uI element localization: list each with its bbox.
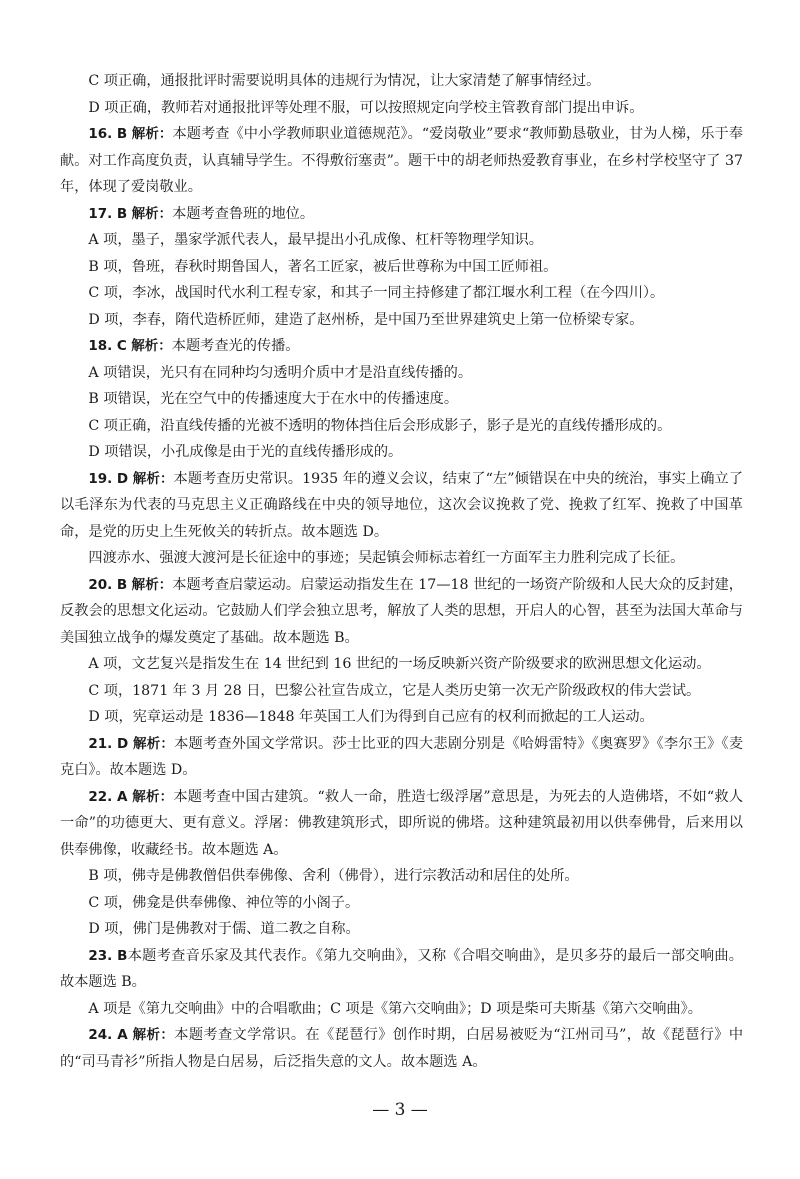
answer-letter: B [116, 126, 128, 142]
option-explanation: D 项，宪章运动是 1836—1848 年英国工人们为得到自己应有的权利而掀起的工人运动。 [88, 709, 654, 725]
option-explanation: A 项是《第九交响曲》中的合唱歌曲；C 项是《第六交响曲》；D 项是柴可夫斯基《第六交响曲》。 [88, 1000, 702, 1017]
question-20 [60, 572, 743, 652]
option-explanation: A 项错误，光只有在同种均匀透明介质中才是沿直线传播的。 [88, 364, 473, 381]
option-explanation: B 项，鲁班，春秋时期鲁国人，著名工匠家，被后世尊称为中国工匠师祖。 [88, 258, 558, 275]
option-explanation: D 项，佛门是佛教对于儒、道二教之自称。 [88, 921, 360, 937]
answer-letter: B [117, 947, 128, 964]
answer-letter: D [117, 735, 129, 752]
option-explanation: C 项，佛龛是供奉佛像、神位等的小阁子。 [88, 894, 360, 911]
question-24 [60, 1022, 743, 1075]
question-number: 21. [88, 735, 113, 752]
option-explanation: C 项正确，沿直线传播的光被不透明的物体挡住后会形成影子，影子是光的直线传播形成的。 [88, 417, 672, 434]
paragraph: D 项正确，教师若对通报批评等处理不服，可以按照规定向学校主管教育部门提出申诉。 [88, 99, 644, 116]
question-21 [60, 731, 743, 784]
analysis-label: 解析： [132, 1027, 175, 1043]
answer-letter: D [116, 470, 129, 487]
option-explanation: A 项，文艺复兴是指发生在 14 世纪到 16 世纪的一场反映新兴资产阶级要求的欧洲思想文化运动。 [88, 656, 711, 672]
question-text: 本题考查光的传播。 [171, 338, 300, 354]
option-explanation: B 项错误，光在空气中的传播速度大于在水中的传播速度。 [88, 391, 459, 407]
question-text: 本题考查启蒙运动。启蒙运动指发生在 17—18 世纪的一场资产阶级和人民大众的反封建，反教会的思想文化运动。它鼓励人们学会独立思考，解放了人类的思想，开启人的心智，甚至为法国大革命与美国独立战争的爆发奠定了基础。故本题选 B。 [60, 576, 743, 646]
question-19 [60, 466, 743, 546]
document-body [60, 68, 743, 1075]
question-18 [60, 333, 743, 360]
answer-letter: A [117, 788, 128, 805]
question-text: 本题考查中国古建筑。“救人一命，胜造七级浮屠”意思是，为死去的人造佛塔，不如“救人一命”的功德更大、更有意义。浮屠：佛教建筑形式，即所说的佛塔。这种建筑最初用以供奉佛骨，后来用以供奉佛像，收藏经书。故本题选 A。 [60, 788, 744, 858]
question-number: 19. [88, 470, 113, 487]
page-number: — 3 — [372, 1100, 428, 1120]
analysis-label: 解析： [132, 470, 174, 487]
question-text: 本题考查历史常识。1935 年的遵义会议，结束了“左”倾错误在中央的统治，事实上确立了以毛泽东为代表的马克思主义正确路线在中央的领导地位，这次会议挽救了党、挽救了红军、挽救了中国革命，是党的历史上生死攸关的转折点。故本题选 D。 [60, 470, 744, 540]
answer-letter: B [116, 576, 128, 593]
answer-letter: B [116, 205, 128, 222]
answer-letter: A [117, 1027, 128, 1043]
option-explanation: B 项，佛寺是佛教僧侣供奉佛像、舍利（佛骨），进行宗教活动和居住的处所。 [88, 868, 579, 884]
analysis-label: 解析： [133, 735, 175, 752]
question-number: 22. [88, 788, 113, 805]
question-text: 本题考查外国文学常识。莎士比亚的四大悲剧分别是《哈姆雷特》《奥赛罗》《李尔王》《麦克白》。故本题选 D。 [60, 735, 744, 778]
option-explanation: A 项，墨子，墨家学派代表人，最早提出小孔成像、杠杆等物理学知识。 [88, 232, 543, 248]
option-explanation: D 项，李春，隋代造桥匠师，建造了赵州桥，是中国乃至世界建筑史上第一位桥梁专家。 [88, 311, 644, 328]
option-explanation: 四渡赤水、强渡大渡河是长征途中的事迹；吴起镇会师标志着红一方面军主力胜利完成了长征。 [88, 550, 685, 566]
question-number: 23. [88, 947, 113, 964]
question-text: 本题考查《中小学教师职业道德规范》。“爱岗敬业”要求“教师勤恳敬业，甘为人梯，乐于奉献。对工作高度负责，认真辅导学生。不得敷衍塞责”。题干中的胡老师热爱教育事业，在乡村学校坚守了 37 年，体现了爱岗敬业。 [60, 126, 743, 195]
question-number: 18. [88, 338, 113, 354]
question-22 [60, 784, 743, 864]
option-explanation: C 项，1871 年 3 月 28 日，巴黎公社宣告成立，它是人类历史第一次无产阶级政权的伟大尝试。 [88, 682, 701, 699]
question-16 [60, 121, 743, 201]
question-text: 本题考查音乐家及其代表作。《第九交响曲》，又称《合唱交响曲》，是贝多芬的最后一部交响曲。故本题选 B。 [60, 947, 743, 990]
analysis-label: 解析： [131, 338, 172, 354]
analysis-label: 解析： [131, 205, 173, 222]
question-17 [60, 201, 743, 228]
analysis-label: 解析： [132, 788, 174, 805]
question-number: 24. [88, 1027, 113, 1043]
question-text: 本题考查鲁班的地位。 [172, 205, 315, 222]
option-explanation: D 项错误，小孔成像是由于光的直线传播形成的。 [88, 444, 403, 460]
question-number: 20. [88, 576, 113, 593]
question-number: 16. [88, 126, 113, 142]
analysis-label: 解析： [131, 576, 173, 593]
question-number: 17. [88, 205, 113, 222]
question-text: 本题考查文学常识。在《琵琶行》创作时期，白居易被贬为“江州司马”，故《琵琶行》中的“司马青衫”所指人物是白居易，后泛指失意的文人。故本题选 A。 [60, 1027, 744, 1070]
option-explanation: C 项，李冰，战国时代水利工程专家，和其子一同主持修建了都江堰水利工程（在今四川）。 [88, 285, 665, 301]
analysis-label: 解析： [131, 126, 173, 142]
paragraph: C 项正确，通报批评时需要说明具体的违规行为情况，让大家清楚了解事情经过。 [88, 73, 601, 89]
question-23 [60, 943, 743, 996]
answer-letter: C [116, 338, 127, 354]
